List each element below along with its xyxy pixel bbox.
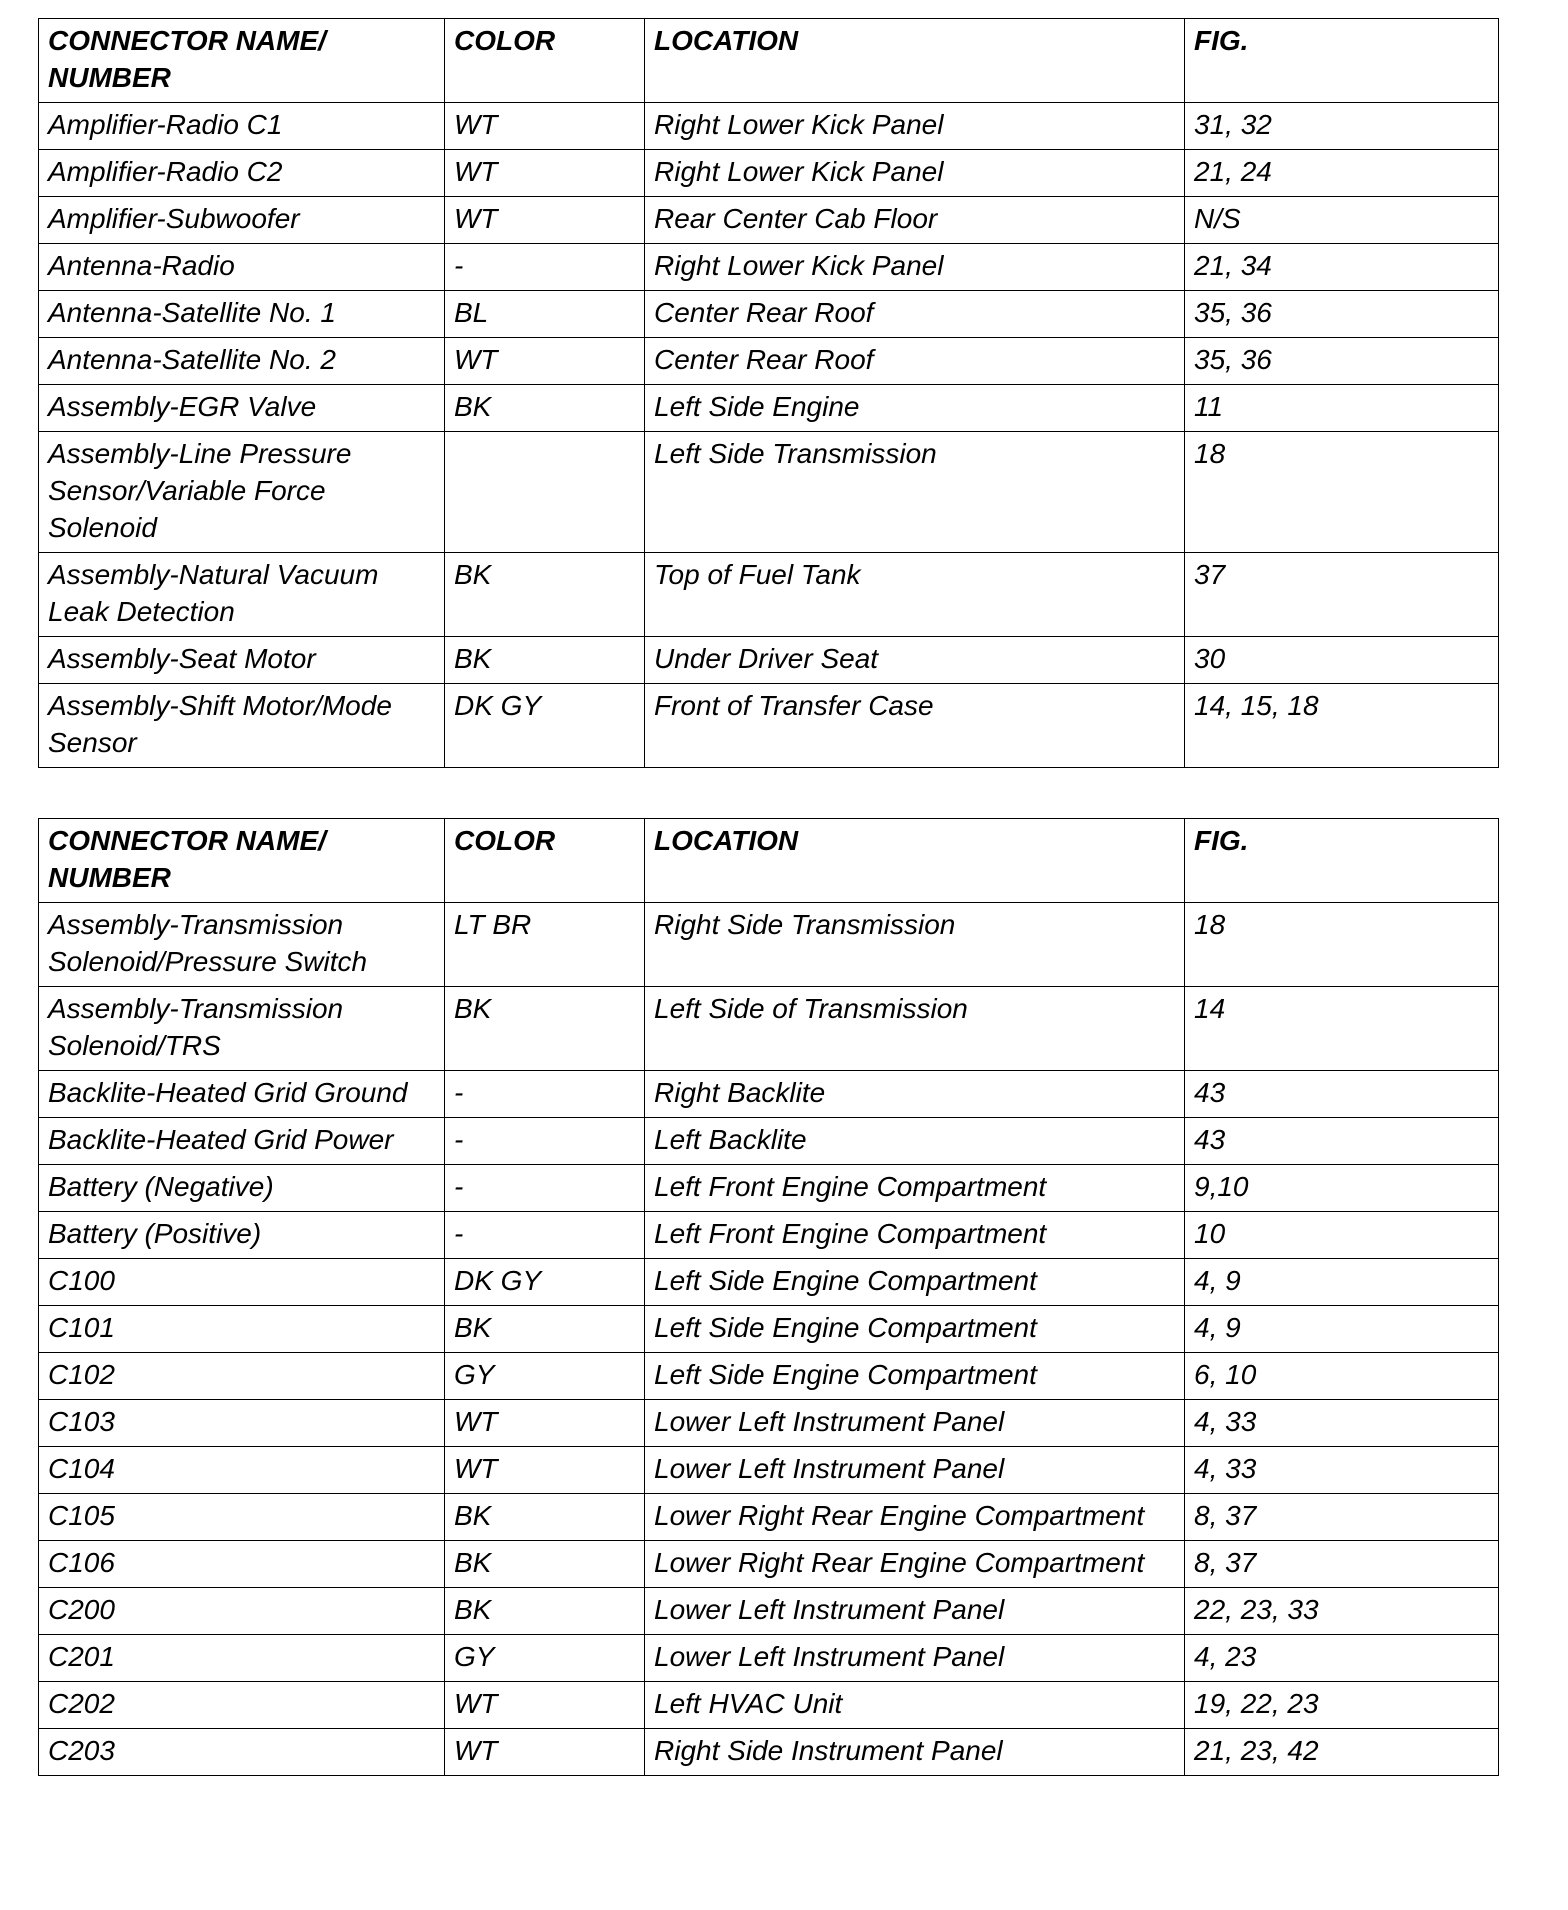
connector-name-cell: Assembly-Shift Motor/Mode Sensor <box>39 684 445 768</box>
connector-name-cell: C100 <box>39 1259 445 1306</box>
table-row <box>39 432 1499 553</box>
table-row <box>39 291 1499 338</box>
fig-cell: 35, 36 <box>1185 338 1499 385</box>
color-cell: GY <box>445 1353 645 1400</box>
table-row <box>39 1306 1499 1353</box>
fig-cell: 4, 33 <box>1185 1447 1499 1494</box>
color-cell: BK <box>445 1306 645 1353</box>
location-cell: Lower Left Instrument Panel <box>645 1588 1185 1635</box>
location-cell: Center Rear Roof <box>645 338 1185 385</box>
location-cell: Left Side Engine <box>645 385 1185 432</box>
fig-cell: 14 <box>1185 987 1499 1071</box>
color-cell: WT <box>445 1400 645 1447</box>
connector-name-cell: C102 <box>39 1353 445 1400</box>
header-connector-name: CONNECTOR NAME/ NUMBER <box>39 19 445 103</box>
color-cell: DK GY <box>445 684 645 768</box>
color-cell: - <box>445 1165 645 1212</box>
location-cell: Right Lower Kick Panel <box>645 103 1185 150</box>
fig-cell: 31, 32 <box>1185 103 1499 150</box>
header-fig: FIG. <box>1185 19 1499 103</box>
color-cell: BK <box>445 1541 645 1588</box>
connector-name-cell: C103 <box>39 1400 445 1447</box>
color-cell: WT <box>445 1447 645 1494</box>
table-row <box>39 903 1499 987</box>
color-cell: BK <box>445 1494 645 1541</box>
color-cell: BK <box>445 385 645 432</box>
connector-name-cell: Antenna-Satellite No. 2 <box>39 338 445 385</box>
table-row <box>39 1071 1499 1118</box>
fig-cell: 4, 33 <box>1185 1400 1499 1447</box>
table-row <box>39 338 1499 385</box>
table-row <box>39 1494 1499 1541</box>
fig-cell: 21, 24 <box>1185 150 1499 197</box>
header-connector-name: CONNECTOR NAME/ NUMBER <box>39 819 445 903</box>
location-cell: Left Side Transmission <box>645 432 1185 553</box>
color-cell: BK <box>445 553 645 637</box>
color-cell: - <box>445 1118 645 1165</box>
color-cell: WT <box>445 1729 645 1776</box>
location-cell: Left Side of Transmission <box>645 987 1185 1071</box>
table-row <box>39 197 1499 244</box>
location-cell: Under Driver Seat <box>645 637 1185 684</box>
location-cell: Rear Center Cab Floor <box>645 197 1185 244</box>
table-row <box>39 553 1499 637</box>
connector-name-cell: Assembly-Transmission Solenoid/TRS <box>39 987 445 1071</box>
table-row <box>39 1353 1499 1400</box>
fig-cell: 4, 9 <box>1185 1306 1499 1353</box>
connector-name-cell: Antenna-Satellite No. 1 <box>39 291 445 338</box>
color-cell: - <box>445 244 645 291</box>
fig-cell: 21, 23, 42 <box>1185 1729 1499 1776</box>
table-row <box>39 1400 1499 1447</box>
color-cell <box>445 432 645 553</box>
header-fig: FIG. <box>1185 819 1499 903</box>
table-row <box>39 637 1499 684</box>
connector-name-cell: Antenna-Radio <box>39 244 445 291</box>
table-row <box>39 987 1499 1071</box>
connector-name-cell: Amplifier-Radio C1 <box>39 103 445 150</box>
fig-cell: 43 <box>1185 1118 1499 1165</box>
fig-cell: 43 <box>1185 1071 1499 1118</box>
fig-cell: 4, 9 <box>1185 1259 1499 1306</box>
connector-name-cell: Amplifier-Radio C2 <box>39 150 445 197</box>
fig-cell: 8, 37 <box>1185 1541 1499 1588</box>
fig-cell: 21, 34 <box>1185 244 1499 291</box>
color-cell: BK <box>445 987 645 1071</box>
color-cell: GY <box>445 1635 645 1682</box>
color-cell: BK <box>445 1588 645 1635</box>
location-cell: Lower Left Instrument Panel <box>645 1447 1185 1494</box>
location-cell: Top of Fuel Tank <box>645 553 1185 637</box>
table-row <box>39 684 1499 768</box>
connector-name-cell: Assembly-Line Pressure Sensor/Variable Force Solenoid <box>39 432 445 553</box>
table-header-row <box>39 19 1499 103</box>
color-cell: - <box>445 1071 645 1118</box>
connector-name-cell: Battery (Positive) <box>39 1212 445 1259</box>
connector-name-cell: C101 <box>39 1306 445 1353</box>
fig-cell: 6, 10 <box>1185 1353 1499 1400</box>
fig-cell: 4, 23 <box>1185 1635 1499 1682</box>
fig-cell: 18 <box>1185 903 1499 987</box>
connector-name-cell: Backlite-Heated Grid Ground <box>39 1071 445 1118</box>
fig-cell: 22, 23, 33 <box>1185 1588 1499 1635</box>
fig-cell: 10 <box>1185 1212 1499 1259</box>
location-cell: Left Side Engine Compartment <box>645 1353 1185 1400</box>
table-row <box>39 1447 1499 1494</box>
color-cell: LT BR <box>445 903 645 987</box>
location-cell: Center Rear Roof <box>645 291 1185 338</box>
table-row <box>39 1588 1499 1635</box>
location-cell: Right Side Instrument Panel <box>645 1729 1185 1776</box>
header-color: COLOR <box>445 19 645 103</box>
connector-name-cell: Battery (Negative) <box>39 1165 445 1212</box>
location-cell: Lower Left Instrument Panel <box>645 1400 1185 1447</box>
connector-name-cell: C200 <box>39 1588 445 1635</box>
fig-cell: N/S <box>1185 197 1499 244</box>
connector-name-cell: C203 <box>39 1729 445 1776</box>
location-cell: Left Side Engine Compartment <box>645 1259 1185 1306</box>
fig-cell: 35, 36 <box>1185 291 1499 338</box>
connector-name-cell: Amplifier-Subwoofer <box>39 197 445 244</box>
connector-table-1 <box>38 18 1499 768</box>
location-cell: Lower Left Instrument Panel <box>645 1635 1185 1682</box>
table-row <box>39 103 1499 150</box>
table-row <box>39 1118 1499 1165</box>
table-row <box>39 1729 1499 1776</box>
table-row <box>39 1682 1499 1729</box>
fig-cell: 8, 37 <box>1185 1494 1499 1541</box>
header-location: LOCATION <box>645 19 1185 103</box>
table-header-row <box>39 819 1499 903</box>
fig-cell: 9,10 <box>1185 1165 1499 1212</box>
color-cell: WT <box>445 103 645 150</box>
location-cell: Left Side Engine Compartment <box>645 1306 1185 1353</box>
connector-name-cell: C105 <box>39 1494 445 1541</box>
header-color: COLOR <box>445 819 645 903</box>
connector-name-cell: C201 <box>39 1635 445 1682</box>
color-cell: WT <box>445 1682 645 1729</box>
location-cell: Lower Right Rear Engine Compartment <box>645 1494 1185 1541</box>
location-cell: Left HVAC Unit <box>645 1682 1185 1729</box>
fig-cell: 19, 22, 23 <box>1185 1682 1499 1729</box>
table-row <box>39 1541 1499 1588</box>
location-cell: Right Backlite <box>645 1071 1185 1118</box>
connector-name-cell: Backlite-Heated Grid Power <box>39 1118 445 1165</box>
color-cell: WT <box>445 197 645 244</box>
fig-cell: 37 <box>1185 553 1499 637</box>
color-cell: BK <box>445 637 645 684</box>
table-row <box>39 244 1499 291</box>
location-cell: Left Front Engine Compartment <box>645 1212 1185 1259</box>
fig-cell: 11 <box>1185 385 1499 432</box>
table-row <box>39 385 1499 432</box>
connector-name-cell: C104 <box>39 1447 445 1494</box>
connector-name-cell: C106 <box>39 1541 445 1588</box>
table-row <box>39 150 1499 197</box>
connector-name-cell: C202 <box>39 1682 445 1729</box>
connector-name-cell: Assembly-Seat Motor <box>39 637 445 684</box>
color-cell: - <box>445 1212 645 1259</box>
location-cell: Front of Transfer Case <box>645 684 1185 768</box>
location-cell: Lower Right Rear Engine Compartment <box>645 1541 1185 1588</box>
location-cell: Right Lower Kick Panel <box>645 150 1185 197</box>
fig-cell: 18 <box>1185 432 1499 553</box>
color-cell: DK GY <box>445 1259 645 1306</box>
table-row <box>39 1165 1499 1212</box>
connector-name-cell: Assembly-EGR Valve <box>39 385 445 432</box>
connector-table-2 <box>38 818 1499 1776</box>
connector-name-cell: Assembly-Transmission Solenoid/Pressure Switch <box>39 903 445 987</box>
color-cell: BL <box>445 291 645 338</box>
color-cell: WT <box>445 338 645 385</box>
location-cell: Right Lower Kick Panel <box>645 244 1185 291</box>
table-row <box>39 1635 1499 1682</box>
fig-cell: 14, 15, 18 <box>1185 684 1499 768</box>
connector-name-cell: Assembly-Natural Vacuum Leak Detection <box>39 553 445 637</box>
header-location: LOCATION <box>645 819 1185 903</box>
table-row <box>39 1259 1499 1306</box>
color-cell: WT <box>445 150 645 197</box>
location-cell: Left Backlite <box>645 1118 1185 1165</box>
location-cell: Right Side Transmission <box>645 903 1185 987</box>
location-cell: Left Front Engine Compartment <box>645 1165 1185 1212</box>
table-row <box>39 1212 1499 1259</box>
fig-cell: 30 <box>1185 637 1499 684</box>
